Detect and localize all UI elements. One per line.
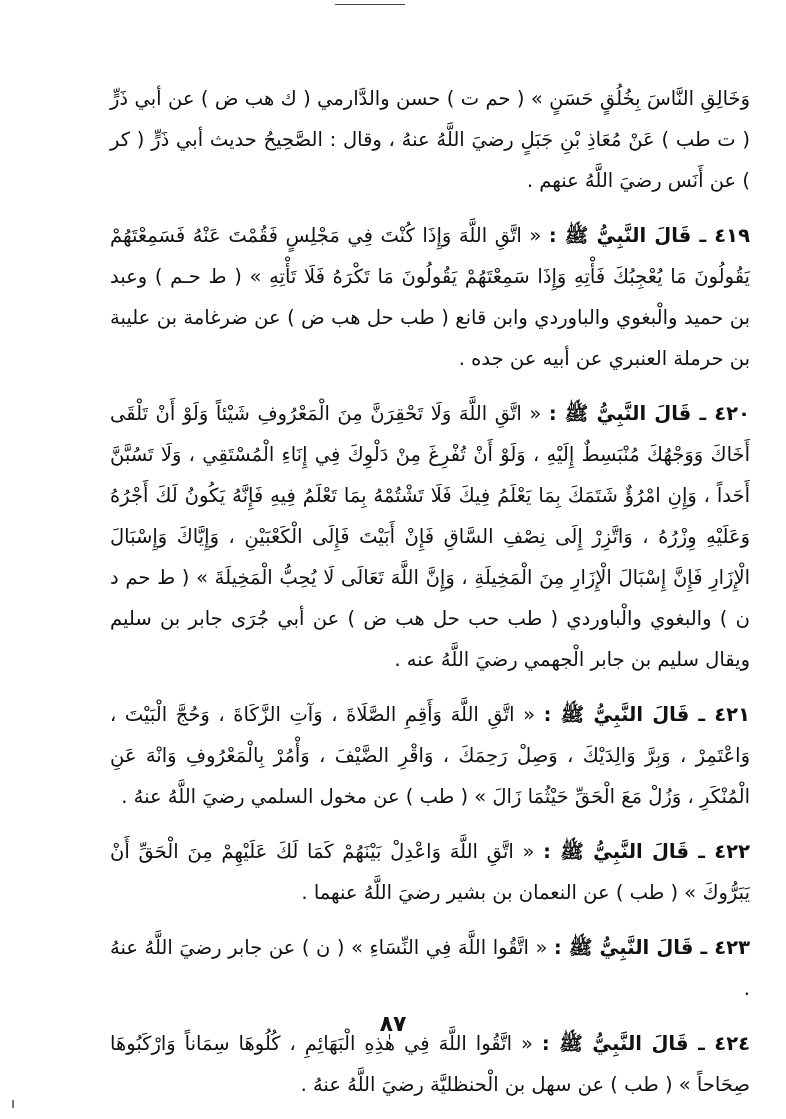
entry-text: « اتَّقُوا اللَّهَ فِي هٰذِهِ الْبَهَائِمِ ، كُلُوهَا سِمَاناً وَارْكَبُوهَا صِحَاحاً » ( طب ) عن سهل بن الْحنظليَّة رضيَ اللَّهُ عنهُ . [110, 1032, 750, 1096]
entry-heading: ٤٢٤ ـ قَالَ النَّبِيُّ ﷺ : [541, 1032, 751, 1055]
top-rule [335, 4, 405, 5]
continuation-paragraph [110, 78, 750, 201]
entry-text: « اتَّقِ اللَّهَ وَلَا تَحْقِرَنَّ مِنَ الْمَعْرُوفِ شَيْئاً وَلَوْ أَنْ تَلْقَى أَخَاكَ وَوَجْهُكَ مُنْبَسِطٌ إِلَيْهِ ، وَلَوْ أَنْ تُفْرِغَ مِنْ دَلْوِكَ فِي إِنَاءِ الْمُسْتَقِي ، وَلَا تَسُبَّنَّ أَحَداً ، وَإِنِ امْرُؤٌ شَتَمَكَ بِمَا يَعْلَمُ فِيكَ فَلَا تَشْتُمْهُ بِمَا تَعْلَمُ فِيهِ فَإِنَّهُ يَكُونُ لَكَ أَجْرُهُ وَعَلَيْهِ وِزْرُهُ ، وَاتَّزِرْ إِلَى نِصْفِ السَّاقِ فَإِنْ أَبَيْتَ فَإِلَى الْكَعْبَيْنِ ، وَإِيَّاكَ وَإِسْبَالَ الْإِزَارِ فَإِنَّ إِسْبَالَ الْإِزَارِ مِنَ الْمَخِيلَةِ ، وَإِنَّ اللَّهَ تَعَالَى لَا يُحِبُّ الْمَخِيلَةَ » ( ط حم د ن ) والبغوي والْباوردي ( طب حب حل هب ض ) عن أبي جُرَى جابر بن سليم ويقال سليم بن جابر الْجهمي رضيَ اللَّهُ عنه . [110, 402, 750, 671]
entry-text: « اتَّقُوا اللَّهَ فِي النِّسَاءِ » ( ن ) عن جابر رضيَ اللَّهُ عنهُ . [110, 936, 750, 1000]
hadith-entry-423 [110, 927, 750, 1009]
entry-heading: ٤١٩ ـ قَالَ النَّبِيُّ ﷺ : [548, 224, 750, 247]
entry-text: « اتَّقِ اللَّهَ وَأَقِمِ الصَّلَاةَ ، وَآتِ الزَّكَاةَ ، وَحُجَّ الْبَيْتَ ، وَاعْتَمِرْ ، وَبِرَّ وَالِدَيْكَ ، وَصِلْ رَحِمَكَ ، وَاقْرِ الضَّيْفَ ، وَأْمُرْ بِالْمَعْرُوفِ وَانْهَ عَنِ الْمُنْكَرِ ، وَزُلْ مَعَ الْحَقِّ حَيْثُمَا زَالَ » ( طب ) عن مخول السلمي رضيَ اللَّهُ عنهُ . [110, 703, 750, 808]
hadith-entry-419 [110, 215, 750, 379]
entry-heading: ٤٢١ ـ قَالَ النَّبِيُّ ﷺ : [543, 703, 750, 726]
continuation-text: وَخَالِقِ النَّاسَ بِخُلُقٍ حَسَنٍ » ( حم ت ) حسن والدَّارمي ( ك هب ض ) عن أبي ذَرٍّ ( ت طب ) عَنْ مُعَاذِ بْنِ جَبَلٍ رضيَ اللَّهُ عنهُ ، وقال : الصَّحِيحُ حديث أبي ذَرٍّ ( كر ) عن أَنَس رضيَ اللَّهُ عنهم . [110, 87, 750, 192]
hadith-entry-422 [110, 831, 750, 913]
hadith-entry-421 [110, 694, 750, 817]
hadith-entry-420 [110, 393, 750, 680]
entry-heading: ٤٢٠ ـ قَالَ النَّبِيُّ ﷺ : [548, 402, 750, 425]
entry-heading: ٤٢٣ ـ قَالَ النَّبِيُّ ﷺ : [553, 936, 750, 959]
entry-text: « اتَّقِ اللَّهَ وَاعْدِلْ بَيْنَهُمْ كَمَا لَكَ عَلَيْهِمْ مِنَ الْحَقِّ أَنْ يَبَرُّوكَ » ( طب ) عن النعمان بن بشير رضيَ اللَّهُ عنهما . [110, 840, 750, 904]
entry-heading: ٤٢٢ ـ قَالَ النَّبِيُّ ﷺ : [543, 840, 750, 863]
entry-text: « اتَّقِ اللَّهَ وَإِذَا كُنْتَ فِي مَجْلِسٍ فَقُمْتَ عَنْهُ فَسَمِعْتَهُمْ يَقُولُونَ مَا يُعْجِبُكَ فَأْتِهِ وَإِذَا سَمِعْتَهُمْ يَقُولُونَ مَا تَكْرَهُ فَلَا تَأْتِهِ » ( ط حـم ) وعبد بن حميد والْبغوي والباوردي وابن قانع ( طب حل هب ض ) عن ضرغامة بن عليبة بن حرملة العنبري عن أبيه عن جده . [110, 224, 750, 370]
scan-mark [12, 1100, 14, 1108]
page-body [110, 78, 750, 1119]
page-number: ٨٧ [379, 1012, 407, 1037]
